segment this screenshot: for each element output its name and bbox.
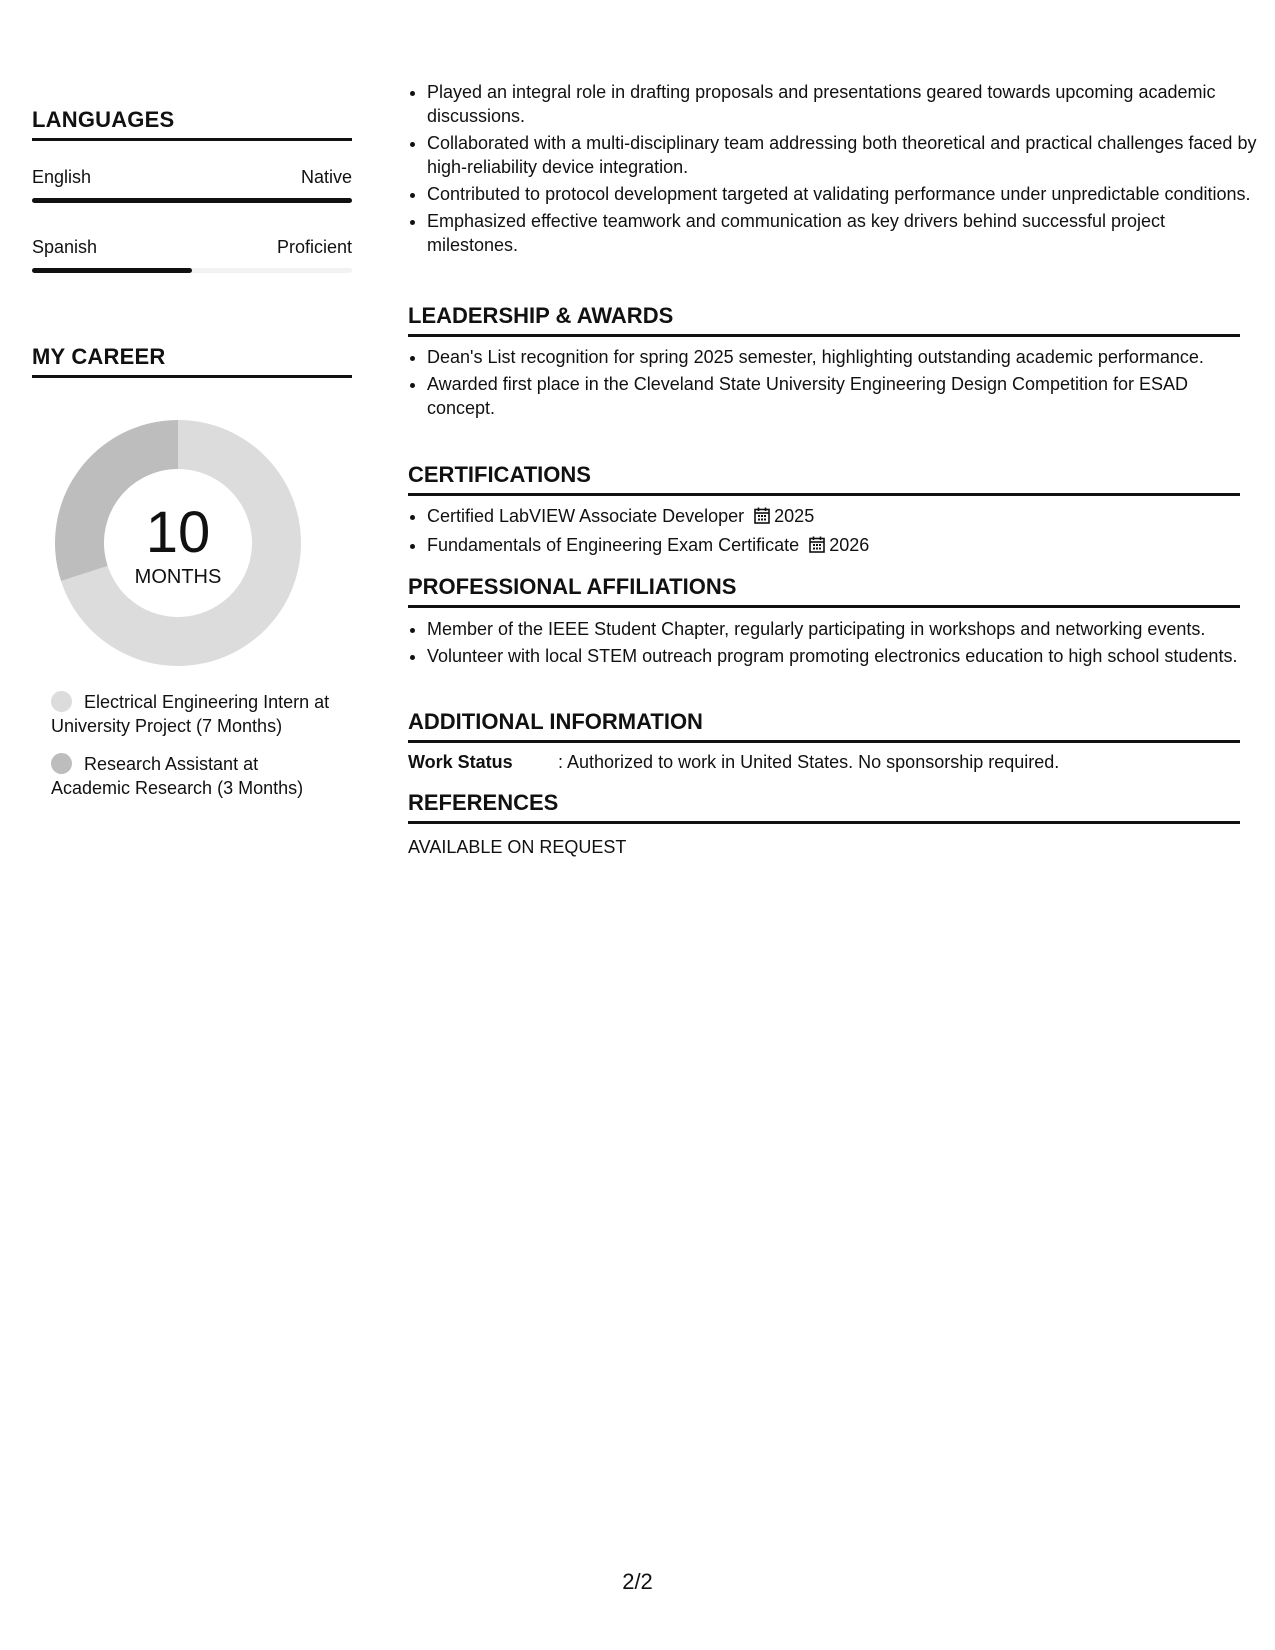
- certification-year: 2025: [774, 506, 815, 526]
- language-proficiency-bar: [32, 198, 352, 203]
- list-item: • Collaborated with a multi-disciplinary team addressing both theoretical and practical challenges faced by high-reliability device integration.: [427, 131, 1259, 179]
- certification-item: [427, 504, 1259, 530]
- certification-name: Fundamentals of Engineering Exam Certificate: [427, 535, 800, 555]
- certification-name: Certified LabVIEW Associate Developer: [427, 506, 745, 526]
- list-item: • Member of the IEEE Student Chapter, regularly participating in workshops and networking events.: [427, 617, 1259, 641]
- languages-heading: LANGUAGES: [32, 106, 352, 141]
- certifications-list: [408, 504, 1259, 562]
- legend-label: Research Assistant at Academic Research (3 Months): [51, 754, 304, 798]
- calendar-icon: [754, 506, 770, 530]
- list-item: • Awarded first place in the Cleveland State University Engineering Design Competition for ESAD concept.: [427, 372, 1259, 420]
- list-item: • Dean's List recognition for spring 2025 semester, highlighting outstanding academic performance.: [427, 345, 1259, 369]
- calendar-icon: [809, 535, 825, 559]
- work-status-value: : Authorized to work in United States. No sponsorship required.: [558, 752, 1060, 772]
- legend-item: [51, 752, 341, 800]
- certification-item: [427, 533, 1259, 559]
- language-name: Spanish: [32, 237, 98, 257]
- language-proficiency-fill: [32, 198, 352, 203]
- affiliations-bullets: [408, 617, 1259, 671]
- leadership-heading: LEADERSHIP & AWARDS: [408, 302, 1240, 337]
- language-row-english: [32, 166, 352, 214]
- list-item: • Contributed to protocol development targeted at validating performance under unpredictable conditions.: [427, 182, 1259, 206]
- language-row-spanish: [32, 236, 352, 284]
- references-heading: REFERENCES: [408, 789, 1240, 824]
- legend-item: [51, 690, 341, 738]
- language-proficiency-fill: [32, 268, 192, 273]
- language-level: Native: [300, 167, 352, 187]
- work-status-label: Work Status: [408, 752, 513, 772]
- list-item: • Played an integral role in drafting proposals and presentations geared towards upcoming academic discussions.: [427, 80, 1259, 128]
- references-text: AVAILABLE ON REQUEST: [408, 837, 627, 857]
- list-item: • Emphasized effective teamwork and communication as key drivers behind successful project milestones.: [427, 209, 1259, 257]
- donut-center: [55, 420, 301, 666]
- language-name: English: [32, 167, 92, 187]
- additional-info-heading: ADDITIONAL INFORMATION: [408, 708, 1240, 743]
- career-donut-chart: [55, 420, 301, 666]
- experience-bullets: [408, 80, 1259, 260]
- legend-dot: [51, 691, 72, 712]
- certifications-heading: CERTIFICATIONS: [408, 461, 1240, 496]
- list-item: • Volunteer with local STEM outreach program promoting electronics education to high school students.: [427, 644, 1259, 668]
- career-legend: [51, 690, 341, 814]
- career-total-unit: MONTHS: [134, 566, 222, 588]
- work-status-row: [408, 750, 1240, 774]
- language-proficiency-bar: [32, 268, 352, 273]
- career-heading: MY CAREER: [32, 343, 352, 378]
- career-total-months: 10: [145, 500, 211, 565]
- leadership-bullets: [408, 345, 1259, 423]
- legend-dot: [51, 753, 72, 774]
- legend-label: Electrical Engineering Intern at University Project (7 Months): [51, 692, 330, 736]
- page-number: 2/2: [622, 1569, 653, 1594]
- language-level: Proficient: [276, 237, 352, 257]
- certification-year: 2026: [829, 535, 870, 555]
- affiliations-heading: PROFESSIONAL AFFILIATIONS: [408, 573, 1240, 608]
